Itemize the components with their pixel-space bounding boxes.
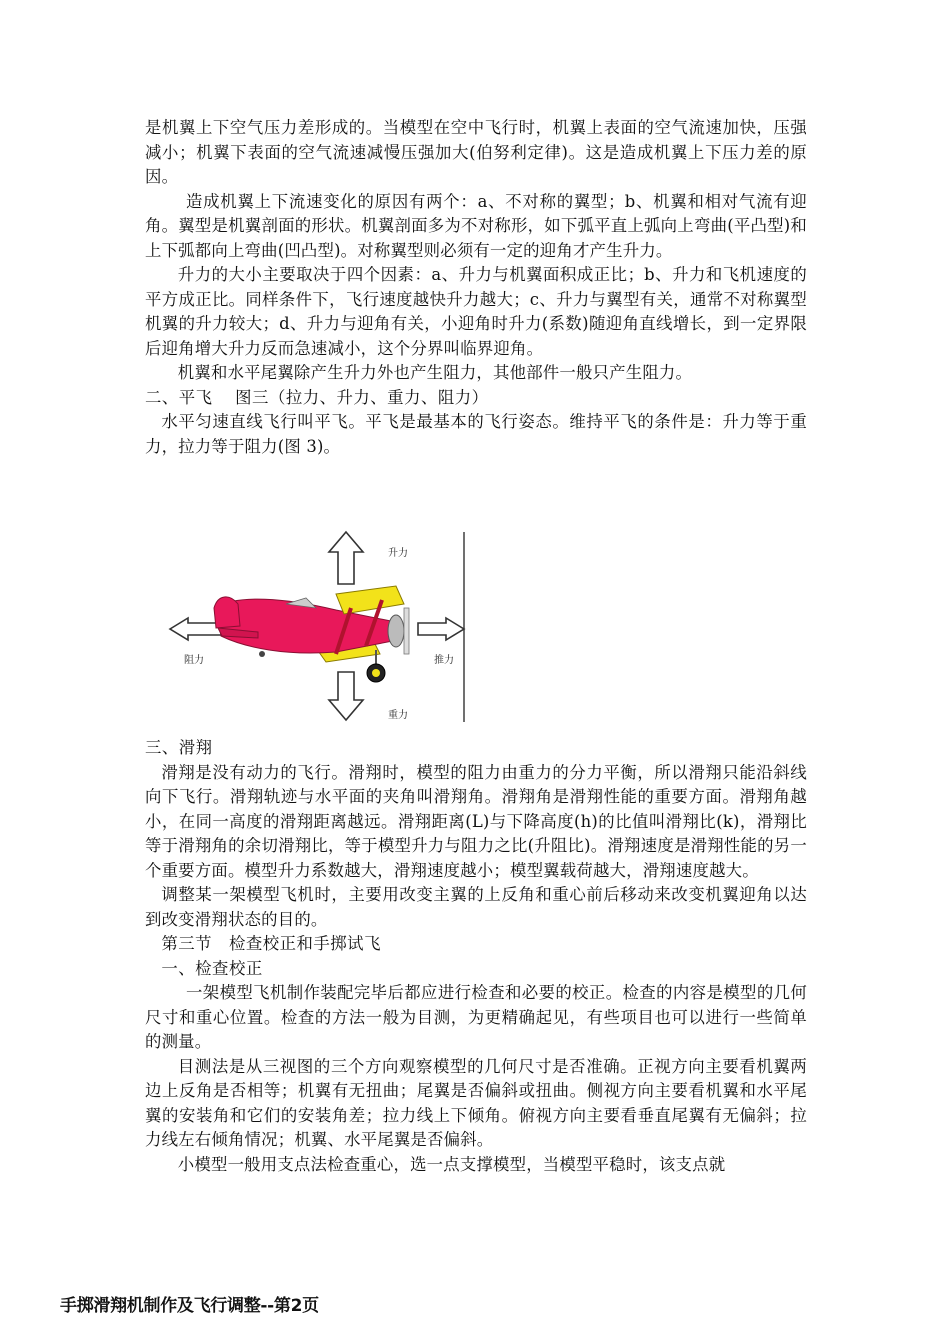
paragraph: 目测法是从三视图的三个方向观察模型的几何尺寸是否准确。正视方向主要看机翼两边上反角是否相等；机翼有无扭曲；尾翼是否偏斜或扭曲。侧视方向主要看机翼和水平尾翼的安装角和它们的安装角差；拉力线上下倾角。俯视方向主要看垂直尾翼有无偏斜；拉力线左右倾角情况；机翼、水平尾翼是否偏斜。 [145,1056,807,1149]
label-drag: 阻力 [184,655,204,666]
lift-arrow [329,532,363,584]
gravity-arrow [329,672,363,720]
footer-page-title: 手掷滑翔机制作及飞行调整--第2页 [60,1296,319,1316]
paragraph: 机翼和水平尾翼除产生升力外也产生阻力，其他部件一般只产生阻力。 [177,363,693,382]
biplane-icon [214,586,409,682]
figure-forces-diagram [166,528,476,724]
section-heading: 一、检查校正 [161,958,263,978]
paragraph: 调整某一架模型飞机时，主要用改变主翼的上反角和重心前后移动来改变机翼迎角以达到改变滑翔状态的目的。 [145,885,807,929]
paragraph: 升力的大小主要取决于四个因素：a、升力与机翼面积成正比；b、升力和飞机速度的平方成正比。同样条件下，飞行速度越快升力越大；c、升力与翼型有关，通常不对称翼型机翼的升力较大；d、升力与迎角有关，小迎角时升力(系数)随迎角直线增长，到一定界限后迎角增大升力反而急速减小，这个分界叫临界迎角。 [145,265,807,358]
paragraph: 滑翔是没有动力的飞行。滑翔时，模型的阻力由重力的分力平衡，所以滑翔只能沿斜线向下飞行。滑翔轨迹与水平面的夹角叫滑翔角。滑翔角是滑翔性能的重要方面。滑翔角越小，在同一高度的滑翔距离越远。滑翔距离(L)与下降高度(h)的比值叫滑翔比(k)，滑翔比等于滑翔角的余切滑翔比，等于模型升力与阻力之比(升阻比)。滑翔速度是滑翔性能的另一个重要方面。模型升力系数越大，滑翔速度越小；模型翼载荷越大，滑翔速度越大。 [145,762,807,880]
section-heading: 第三节 检查校正和手掷试飞 [161,934,381,953]
paragraph: 水平匀速直线飞行叫平飞。平飞是最基本的飞行姿态。维持平飞的条件是：升力等于重力，拉力等于阻力(图 3)。 [145,412,807,456]
paragraph: 小模型一般用支点法检查重心，选一点支撑模型，当模型平稳时，该支点就 [177,1154,726,1174]
label-thrust: 推力 [434,655,454,666]
thrust-arrow [418,618,464,640]
airplane-forces-illustration [166,528,476,724]
paragraph: 是机翼上下空气压力差形成的。当模型在空中飞行时，机翼上表面的空气流速加快，压强减小；机翼下表面的空气流速减慢压强加大(伯努利定律)。这是造成机翼上下压力差的原因。 [145,118,807,186]
drag-arrow [170,618,222,640]
paragraph: 一架模型飞机制作装配完毕后都应进行检查和必要的校正。检查的内容是模型的几何尺寸和重心位置。检查的方法一般为目测，为更精确起见，有些项目也可以进行一些简单的测量。 [145,983,807,1051]
section-heading: 二、平飞 图三（拉力、升力、重力、阻力） [145,387,489,407]
text-block-bottom [145,736,807,1177]
text-block-top [145,116,807,459]
section-heading: 三、滑翔 [145,738,213,757]
label-gravity: 重力 [388,710,408,721]
label-lift: 升力 [388,548,408,559]
paragraph: 造成机翼上下流速变化的原因有两个：a、不对称的翼型；b、机翼和相对气流有迎角。翼型是机翼剖面的形状。机翼剖面多为不对称形，如下弧平直上弧向上弯曲(平凸型)和上下弧都向上弯曲(凹凸型)。对称翼型则必须有一定的迎角才产生升力。 [145,191,807,260]
